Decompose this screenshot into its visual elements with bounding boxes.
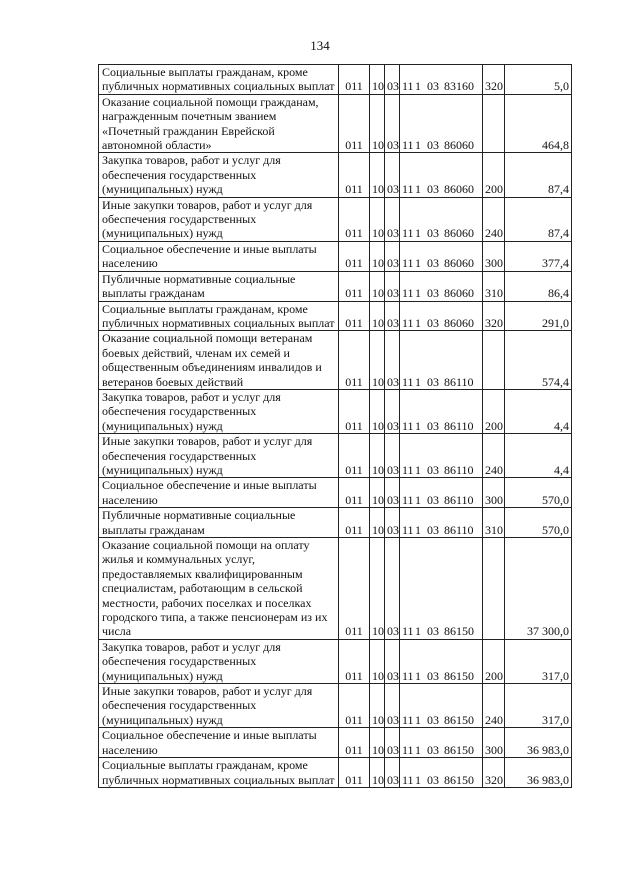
row-csr: 111 03 86150: [400, 728, 483, 758]
row-name: Закупка товаров, работ и услуг для обеспечения государственных (муниципальных) нужд: [99, 639, 339, 683]
row-ved: 011: [339, 434, 370, 478]
row-csr: 111 03 83160: [400, 65, 483, 95]
table-row: [99, 434, 572, 478]
row-ved: 011: [339, 94, 370, 153]
row-name: Иные закупки товаров, работ и услуг для обеспечения государственных (муниципальных) нужд: [99, 197, 339, 241]
row-name: Закупка товаров, работ и услуг для обеспечения государственных (муниципальных) нужд: [99, 153, 339, 197]
table-row: [99, 331, 572, 390]
row-ved: 011: [339, 301, 370, 331]
row-rz: 10: [370, 478, 385, 508]
row-ved: 011: [339, 331, 370, 390]
row-pr: 03: [385, 389, 400, 433]
table-row: [99, 508, 572, 538]
budget-table-body: [99, 65, 572, 788]
table-row: [99, 301, 572, 331]
row-vr: 300: [483, 241, 505, 271]
row-name: Публичные нормативные социальные выплаты гражданам: [99, 271, 339, 301]
row-ved: 011: [339, 241, 370, 271]
row-pr: 03: [385, 508, 400, 538]
row-vr: 300: [483, 728, 505, 758]
row-ved: 011: [339, 684, 370, 728]
row-ved: 011: [339, 389, 370, 433]
table-row: [99, 271, 572, 301]
table-row: [99, 389, 572, 433]
row-vr: 200: [483, 153, 505, 197]
row-sum: 377,4: [505, 241, 572, 271]
row-vr: 320: [483, 301, 505, 331]
row-rz: 10: [370, 538, 385, 640]
row-csr: 111 03 86060: [400, 94, 483, 153]
row-csr: 111 03 86060: [400, 301, 483, 331]
row-name: Оказание социальной помощи на оплату жилья и коммунальных услуг, предоставляемых квалифицированным специалистам, работающим в сельской местности, рабочих поселках и поселках городского типа, а также пенсионерам из их числа: [99, 538, 339, 640]
row-sum: 291,0: [505, 301, 572, 331]
row-name: Иные закупки товаров, работ и услуг для обеспечения государственных (муниципальных) нужд: [99, 684, 339, 728]
row-pr: 03: [385, 331, 400, 390]
row-rz: 10: [370, 65, 385, 95]
row-ved: 011: [339, 478, 370, 508]
row-rz: 10: [370, 153, 385, 197]
row-vr: [483, 538, 505, 640]
row-name: Социальное обеспечение и иные выплаты населению: [99, 478, 339, 508]
table-row: [99, 728, 572, 758]
row-sum: 4,4: [505, 389, 572, 433]
row-ved: 011: [339, 508, 370, 538]
row-rz: 10: [370, 197, 385, 241]
row-csr: 111 03 86060: [400, 241, 483, 271]
table-row: [99, 153, 572, 197]
row-sum: 570,0: [505, 478, 572, 508]
row-name: Социальное обеспечение и иные выплаты населению: [99, 728, 339, 758]
row-pr: 03: [385, 639, 400, 683]
row-rz: 10: [370, 508, 385, 538]
row-name: Оказание социальной помощи ветеранам боевых действий, членам их семей и общественным объединениям инвалидов и ветеранов боевых действий: [99, 331, 339, 390]
row-pr: 03: [385, 301, 400, 331]
row-csr: 111 03 86150: [400, 758, 483, 788]
row-ved: 011: [339, 271, 370, 301]
row-name: Публичные нормативные социальные выплаты гражданам: [99, 508, 339, 538]
table-row: [99, 197, 572, 241]
row-pr: 03: [385, 241, 400, 271]
row-pr: 03: [385, 271, 400, 301]
row-csr: 111 03 86150: [400, 538, 483, 640]
row-pr: 03: [385, 94, 400, 153]
page-number: 134: [310, 38, 330, 53]
row-sum: 317,0: [505, 684, 572, 728]
row-sum: 87,4: [505, 197, 572, 241]
row-csr: 111 03 86110: [400, 508, 483, 538]
row-csr: 111 03 86110: [400, 389, 483, 433]
row-csr: 111 03 86110: [400, 478, 483, 508]
row-csr: 111 03 86060: [400, 197, 483, 241]
row-csr: 111 03 86060: [400, 153, 483, 197]
row-vr: 240: [483, 684, 505, 728]
row-vr: 320: [483, 65, 505, 95]
row-sum: 37 300,0: [505, 538, 572, 640]
row-name: Социальные выплаты гражданам, кроме публичных нормативных социальных выплат: [99, 758, 339, 788]
row-rz: 10: [370, 331, 385, 390]
row-name: Иные закупки товаров, работ и услуг для обеспечения государственных (муниципальных) нужд: [99, 434, 339, 478]
row-pr: 03: [385, 434, 400, 478]
row-vr: 200: [483, 389, 505, 433]
row-vr: [483, 94, 505, 153]
row-rz: 10: [370, 271, 385, 301]
row-sum: 36 983,0: [505, 728, 572, 758]
row-ved: 011: [339, 65, 370, 95]
row-pr: 03: [385, 478, 400, 508]
row-rz: 10: [370, 728, 385, 758]
row-sum: 4,4: [505, 434, 572, 478]
table-row: [99, 684, 572, 728]
row-ved: 011: [339, 538, 370, 640]
row-ved: 011: [339, 758, 370, 788]
row-sum: 570,0: [505, 508, 572, 538]
row-pr: 03: [385, 197, 400, 241]
row-ved: 011: [339, 728, 370, 758]
row-name: Оказание социальной помощи гражданам, награжденным почетным званием «Почетный гражданин Еврейской автономной области»: [99, 94, 339, 153]
row-vr: 310: [483, 508, 505, 538]
row-sum: 87,4: [505, 153, 572, 197]
row-rz: 10: [370, 434, 385, 478]
row-sum: 317,0: [505, 639, 572, 683]
row-sum: 36 983,0: [505, 758, 572, 788]
row-pr: 03: [385, 684, 400, 728]
row-rz: 10: [370, 758, 385, 788]
row-vr: 200: [483, 639, 505, 683]
row-rz: 10: [370, 639, 385, 683]
row-vr: [483, 331, 505, 390]
row-pr: 03: [385, 758, 400, 788]
row-vr: 320: [483, 758, 505, 788]
table-row: [99, 478, 572, 508]
table-row: [99, 94, 572, 153]
row-sum: 86,4: [505, 271, 572, 301]
row-ved: 011: [339, 639, 370, 683]
row-pr: 03: [385, 65, 400, 95]
row-ved: 011: [339, 197, 370, 241]
row-pr: 03: [385, 728, 400, 758]
row-rz: 10: [370, 301, 385, 331]
table-row: [99, 538, 572, 640]
row-csr: 111 03 86110: [400, 434, 483, 478]
row-vr: 300: [483, 478, 505, 508]
row-rz: 10: [370, 684, 385, 728]
row-sum: 464,8: [505, 94, 572, 153]
row-name: Закупка товаров, работ и услуг для обеспечения государственных (муниципальных) нужд: [99, 389, 339, 433]
row-name: Социальные выплаты гражданам, кроме публичных нормативных социальных выплат: [99, 301, 339, 331]
row-rz: 10: [370, 94, 385, 153]
budget-table: [98, 64, 572, 788]
row-csr: 111 03 86110: [400, 331, 483, 390]
row-rz: 10: [370, 241, 385, 271]
row-vr: 240: [483, 197, 505, 241]
row-pr: 03: [385, 538, 400, 640]
table-row: [99, 758, 572, 788]
row-pr: 03: [385, 153, 400, 197]
row-vr: 240: [483, 434, 505, 478]
row-sum: 574,4: [505, 331, 572, 390]
table-row: [99, 65, 572, 95]
row-csr: 111 03 86060: [400, 271, 483, 301]
row-ved: 011: [339, 153, 370, 197]
row-sum: 5,0: [505, 65, 572, 95]
row-name: Социальные выплаты гражданам, кроме публичных нормативных социальных выплат: [99, 65, 339, 95]
table-row: [99, 241, 572, 271]
row-rz: 10: [370, 389, 385, 433]
row-csr: 111 03 86150: [400, 684, 483, 728]
row-csr: 111 03 86150: [400, 639, 483, 683]
table-row: [99, 639, 572, 683]
row-vr: 310: [483, 271, 505, 301]
row-name: Социальное обеспечение и иные выплаты населению: [99, 241, 339, 271]
